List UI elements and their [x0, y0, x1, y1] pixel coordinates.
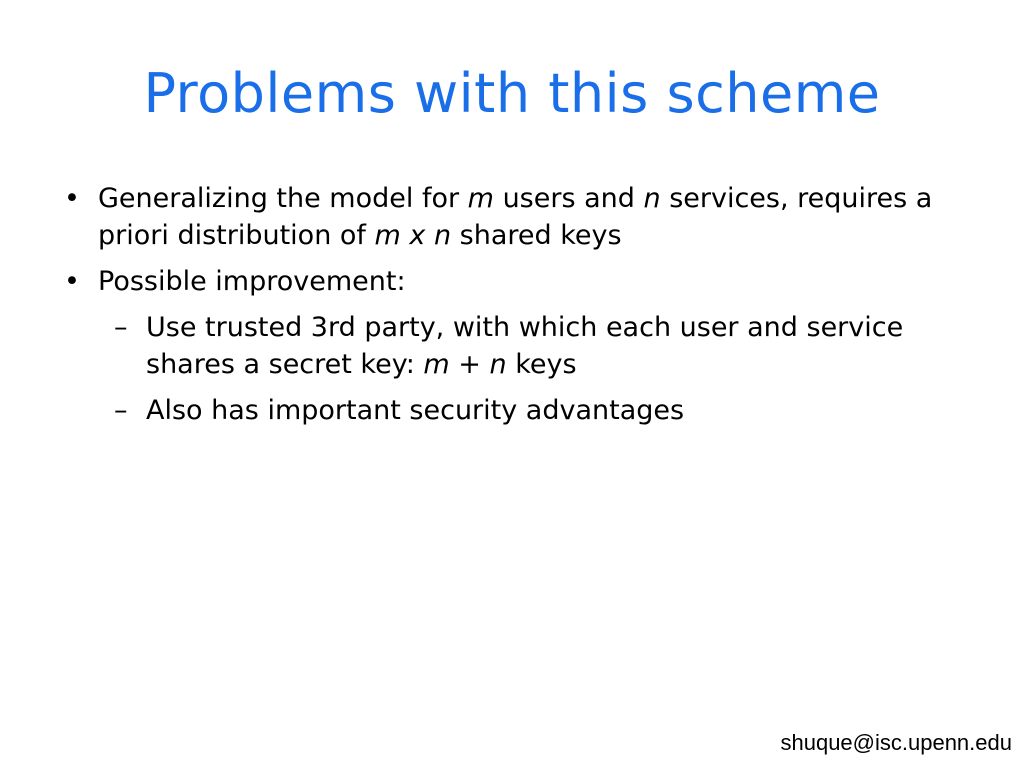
bullet-marker: •	[64, 183, 80, 214]
bullet-text-part: shared keys	[451, 220, 622, 251]
sub-bullet-text-part: Also has important security advantages	[146, 395, 685, 426]
bullet-text-italic: n	[643, 183, 661, 214]
bullet-text-part: users and	[493, 183, 644, 214]
footer-email: shuque@isc.upenn.edu	[780, 730, 1012, 755]
sub-bullet-text-part: Use trusted 3rd party, with which each user and service shares a secret key:	[146, 312, 904, 380]
bullet-item-possible-improvement	[58, 263, 958, 300]
bullet-list	[58, 180, 958, 438]
bullet-text-part: services, requires a priori distribution of	[98, 183, 933, 251]
sub-bullet-text-part: keys	[506, 349, 577, 380]
bullet-marker: •	[64, 266, 80, 297]
bullet-item-generalizing	[58, 180, 958, 254]
bullet-text-italic: m x n	[374, 220, 452, 251]
sub-bullet-item-security-advantages	[58, 392, 958, 429]
bullet-text-part: Generalizing the model for	[98, 183, 468, 214]
bullet-text-italic: m	[467, 183, 494, 214]
sub-bullet-marker: –	[114, 312, 128, 343]
slide-title: Problems with this scheme	[143, 62, 881, 125]
sub-bullet-item-trusted-third-party	[58, 309, 958, 383]
sub-bullet-marker: –	[114, 395, 128, 426]
sub-bullet-text-italic: m + n	[423, 349, 507, 380]
bullet-text-part: Possible improvement:	[98, 266, 406, 297]
